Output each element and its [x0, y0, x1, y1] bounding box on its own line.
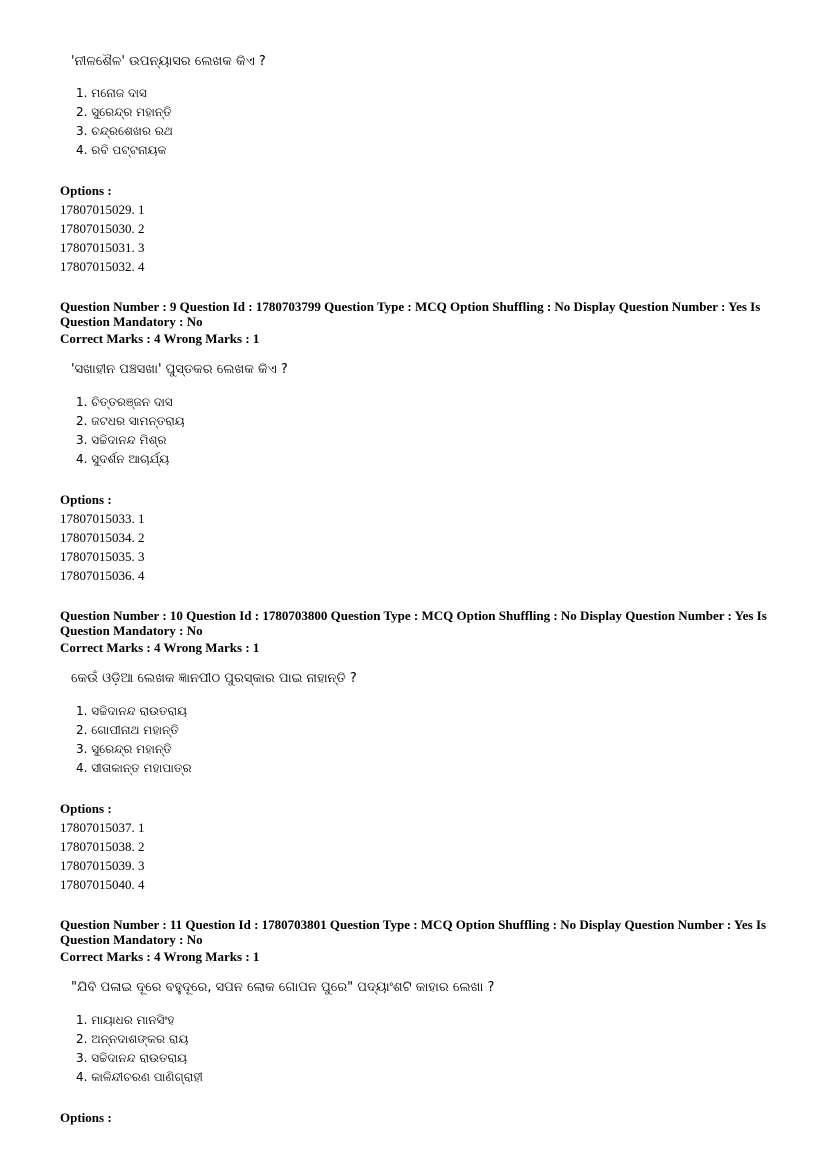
q9-choice-1: 1. ଚିତ୍ତରଞ୍ଜନ ଦାସ [76, 395, 173, 409]
q8-option-4: 17807015032. 4 [60, 259, 145, 274]
q10-choice-4: 4. ସୀତାକାନ୍ତ ମହାପାତ୍ର [76, 761, 192, 775]
q10-option-1: 17807015037. 1 [60, 820, 145, 835]
q8-options-label: Options : [60, 183, 112, 198]
q8-question-text: 'ନୀଳଶୈଳ' ଉପନ୍ୟାସର ଲେଖକ କିଏ ? [71, 54, 266, 69]
q9-choice-4: 4. ସୁଦର୍ଶନ ଆଚାର୍ଯ୍ୟ [76, 452, 170, 466]
q11-choice-2: 2. ଅନ୍ନଦାଶଙ୍କର ରାୟ [76, 1032, 189, 1046]
q10-meta: Question Number : 10 Question Id : 1780703800 Question Type : MCQ Option Shuffling : No Display Question Number : Yes Is Question Mandatory : No [60, 608, 767, 638]
q9-option-1: 17807015033. 1 [60, 511, 145, 526]
q8-option-2: 17807015030. 2 [60, 221, 145, 236]
q10-options-label: Options : [60, 801, 112, 816]
q11-meta: Question Number : 11 Question Id : 1780703801 Question Type : MCQ Option Shuffling : No Display Question Number : Yes Is Question Mandatory : No [60, 917, 767, 947]
q11-choice-1: 1. ମାୟାଧର ମାନସିଂହ [76, 1013, 175, 1027]
q10-question-text: କେଉଁ ଓଡ଼ିଆ ଲେଖକ ଜ୍ଞାନପୀଠ ପୁରସ୍କାର ପାଇ ନାହାନ୍ତି ? [71, 671, 357, 686]
q11-choice-4: 4. କାଳିନ୍ଦୀଚରଣ ପାଣିଗ୍ରାହୀ [76, 1070, 203, 1084]
q10-option-3: 17807015039. 3 [60, 858, 145, 873]
q9-option-4: 17807015036. 4 [60, 568, 145, 583]
q9-option-2: 17807015034. 2 [60, 530, 145, 545]
q10-choice-2: 2. ଗୋପୀନାଥ ମହାନ୍ତି [76, 723, 179, 737]
q11-choice-3: 3. ସଚ୍ଚିଦାନନ୍ଦ ରାଉତରାୟ [76, 1051, 187, 1065]
q9-marks: Correct Marks : 4 Wrong Marks : 1 [60, 331, 260, 346]
q10-marks: Correct Marks : 4 Wrong Marks : 1 [60, 640, 260, 655]
q8-choice-2: 2. ସୁରେନ୍ଦ୍ର ମହାନ୍ତି [76, 105, 172, 119]
q9-meta: Question Number : 9 Question Id : 1780703799 Question Type : MCQ Option Shuffling : No Display Question Number : Yes Is Question Mandatory : No [60, 299, 761, 329]
q9-choice-3: 3. ସଚ୍ଚିଦାନନ୍ଦ ମିଶ୍ର [76, 433, 167, 447]
q9-option-3: 17807015035. 3 [60, 549, 145, 564]
q10-option-2: 17807015038. 2 [60, 839, 145, 854]
q8-choice-1: 1. ମନୋଜ ଦାସ [76, 86, 147, 100]
q10-choice-1: 1. ସଚ୍ଚିଦାନନ୍ଦ ରାଉତରାୟ [76, 704, 187, 718]
q10-option-4: 17807015040. 4 [60, 877, 145, 892]
q8-choice-3: 3. ଚନ୍ଦ୍ରଶେଖର ରଥ [76, 124, 173, 138]
q8-option-1: 17807015029. 1 [60, 202, 145, 217]
q11-marks: Correct Marks : 4 Wrong Marks : 1 [60, 949, 260, 964]
q9-options-label: Options : [60, 492, 112, 507]
q9-choice-2: 2. ଜଟଧର ସାମନ୍ତରାୟ [76, 414, 185, 428]
q11-options-label: Options : [60, 1110, 112, 1125]
q8-choice-4: 4. ରବି ପଟ୍ଟନାୟକ [76, 143, 167, 157]
q10-choice-3: 3. ସୁରେନ୍ଦ୍ର ମହାନ୍ତି [76, 742, 172, 756]
q11-question-text: "ଯିବି ପଳାଇ ଦୂରେ ବହୁଦୂରେ, ସପନ ଲୋକ ଗୋପନ ପୁରେ" ପଦ୍ୟାଂଶଟି କାହାର ଲେଖା ? [71, 980, 495, 995]
q9-question-text: 'ସଖାହୀନ ପଞ୍ଚସଖା' ପୁସ୍ତକର ଲେଖକ କିଏ ? [71, 362, 288, 377]
q8-option-3: 17807015031. 3 [60, 240, 145, 255]
